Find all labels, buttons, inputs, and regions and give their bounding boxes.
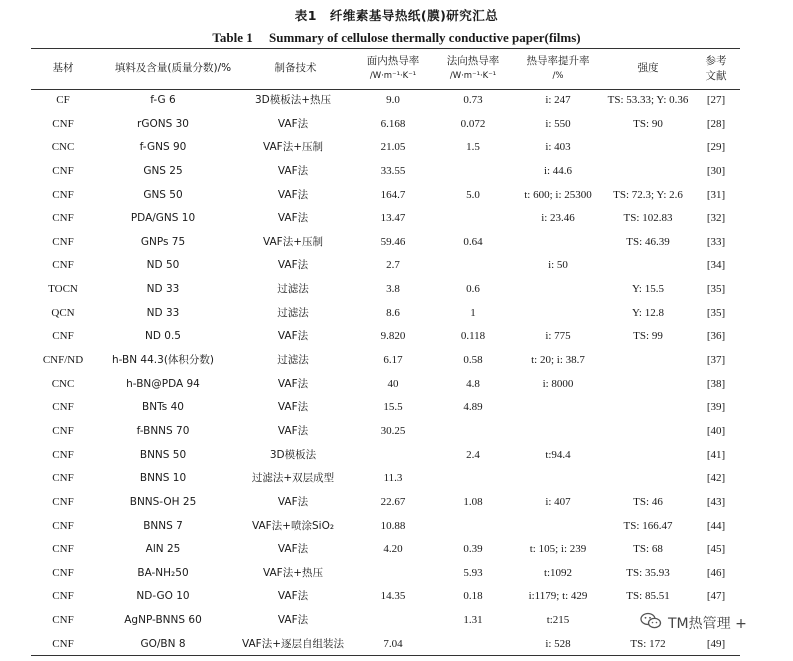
cell-substrate: QCN	[51, 306, 75, 319]
cell-filler: f-BNNS 70	[136, 424, 190, 437]
cell-enhance: t: 20; i: 38.7	[531, 354, 585, 367]
cell-through: 0.18	[463, 590, 483, 603]
cell-enhance	[513, 515, 603, 539]
cell-ref: [29]	[706, 141, 726, 154]
header-throughplane-label: 法向热导率	[446, 54, 500, 67]
cell-filler: BNNS-OH 25	[129, 495, 197, 508]
cell-strength: TS: 172	[630, 637, 666, 650]
cell-substrate: CNF	[52, 259, 74, 272]
cell-inplane	[353, 562, 433, 586]
cell-filler: ND 33	[146, 283, 180, 296]
header-method	[233, 48, 358, 89]
cell-through: 4.89	[463, 401, 483, 414]
table-row	[0, 562, 793, 586]
table-row	[0, 136, 793, 160]
cell-through: 1.5	[466, 141, 480, 154]
header-enhance-unit: /%	[552, 70, 564, 81]
cell-method: VAF法	[277, 614, 309, 627]
header-filler	[93, 48, 253, 89]
header-inplane	[353, 48, 433, 89]
cell-enhance: i: 775	[545, 330, 571, 343]
cell-method: VAF法	[277, 590, 309, 603]
table-body	[0, 89, 793, 656]
cell-strength: TS: 90	[633, 117, 663, 130]
cell-ref: [38]	[706, 377, 726, 390]
cell-through: 0.73	[463, 94, 483, 106]
cell-filler: f-G 6	[150, 94, 176, 106]
table-row	[0, 254, 793, 278]
cell-inplane: 11.3	[383, 472, 403, 485]
cell-substrate: CNF	[52, 519, 74, 532]
header-substrate-label: 基材	[52, 62, 74, 74]
cell-substrate: CNF	[52, 614, 74, 627]
table-row	[0, 444, 793, 468]
header-ref	[693, 48, 739, 89]
cell-strength	[603, 420, 693, 444]
table-caption-en: Table 1 Summary of cellulose thermally conductive paper(films)	[212, 30, 581, 45]
cell-strength: TS: 68	[633, 543, 663, 556]
cell-method: VAF法+压制	[262, 141, 324, 154]
cell-strength: Y: 15.5	[632, 283, 664, 296]
table-row	[0, 396, 793, 420]
cell-through	[433, 160, 513, 184]
header-inplane-label: 面内热导率	[366, 54, 420, 67]
cell-inplane	[353, 444, 433, 468]
cell-ref: [35]	[706, 283, 726, 296]
cell-strength: TS: 53.33; Y: 0.36	[607, 94, 689, 106]
cell-substrate: CNF	[52, 117, 74, 130]
cell-inplane: 4.20	[383, 543, 403, 556]
cell-substrate: CNF/ND	[42, 354, 84, 367]
cell-substrate: CNF	[52, 164, 74, 177]
cell-ref: [28]	[706, 117, 726, 130]
table-row	[0, 184, 793, 208]
table-row	[0, 89, 793, 113]
cell-method: VAF法+逐层自组装法	[241, 637, 345, 650]
table-row	[0, 278, 793, 302]
watermark	[636, 611, 751, 635]
cell-ref: [34]	[706, 259, 726, 272]
cell-enhance: i: 44.6	[543, 164, 573, 177]
cell-inplane	[353, 609, 433, 633]
cell-through	[433, 254, 513, 278]
cell-filler: BA-NH₂50	[137, 566, 189, 579]
watermark-text: TM热管理 +	[668, 616, 747, 632]
cell-enhance: i: 550	[545, 117, 571, 130]
cell-method: VAF法	[277, 188, 309, 201]
cell-filler: AgNP-BNNS 60	[124, 614, 202, 627]
cell-enhance: t:94.4	[545, 448, 571, 461]
cell-method: VAF法	[277, 543, 309, 556]
cell-method: VAF法	[277, 377, 309, 390]
cell-strength: TS: 46.39	[626, 235, 670, 248]
cell-ref: [49]	[706, 637, 726, 650]
cell-strength	[603, 254, 693, 278]
cell-enhance: i: 247	[545, 94, 571, 106]
cell-inplane: 9.820	[380, 330, 406, 343]
cell-ref: [45]	[706, 543, 726, 556]
table-row	[0, 467, 793, 491]
cell-strength	[603, 160, 693, 184]
cell-strength: TS: 99	[633, 330, 663, 343]
cell-ref: [47]	[706, 590, 726, 603]
cell-inplane: 6.17	[383, 354, 403, 367]
cell-through: 0.118	[460, 330, 486, 343]
cell-strength	[603, 136, 693, 160]
cell-through	[433, 420, 513, 444]
cell-through: 1	[470, 306, 476, 319]
cell-enhance: i: 23.46	[541, 212, 575, 225]
cell-filler: BNNS 10	[139, 472, 187, 485]
cell-substrate: CNF	[52, 235, 74, 248]
cell-through: 0.6	[466, 283, 480, 296]
cell-ref: [32]	[706, 212, 726, 225]
cell-inplane: 33.55	[380, 164, 406, 177]
cell-method: 过滤法	[277, 306, 309, 319]
cell-substrate: CNC	[51, 141, 75, 154]
header-filler-label: 填料及含量(质量分数)/%	[114, 62, 232, 74]
cell-filler: ND 50	[146, 259, 180, 272]
cell-inplane: 9.0	[386, 94, 400, 106]
cell-filler: GNS 25	[143, 164, 183, 177]
table-row	[0, 515, 793, 539]
header-throughplane	[433, 48, 513, 89]
cell-substrate: CNF	[52, 448, 74, 461]
header-inplane-unit: /W·m⁻¹·K⁻¹	[369, 70, 417, 81]
cell-through	[433, 207, 513, 231]
cell-inplane: 40	[387, 377, 399, 390]
table-row	[0, 420, 793, 444]
cell-method: VAF法	[277, 117, 309, 130]
cell-enhance: i: 407	[545, 495, 571, 508]
header-enhance-label: 热导率提升率	[526, 54, 590, 67]
cell-ref: [43]	[706, 495, 726, 508]
header-method-label: 制备技术	[274, 62, 317, 74]
cell-strength	[603, 396, 693, 420]
cell-through: 5.0	[466, 188, 480, 201]
table-row	[0, 113, 793, 137]
cell-filler: BNTs 40	[142, 401, 184, 414]
cell-inplane: 13.47	[380, 212, 406, 225]
cell-method: VAF法	[277, 401, 309, 414]
cell-strength: TS: 72.3; Y: 2.6	[613, 188, 683, 201]
cell-through: 0.58	[463, 354, 483, 367]
cell-substrate: CNF	[52, 188, 74, 201]
cell-enhance	[513, 302, 603, 326]
table-row	[0, 160, 793, 184]
cell-enhance: t: 600; i: 25300	[524, 188, 592, 201]
table-row	[0, 325, 793, 349]
cell-ref: [40]	[706, 424, 726, 437]
cell-strength: Y: 12.8	[632, 306, 664, 319]
cell-method: VAF法	[277, 495, 309, 508]
cell-inplane: 22.67	[380, 495, 406, 508]
cell-method: VAF法	[277, 424, 309, 437]
wechat-icon	[640, 612, 662, 634]
cell-strength	[603, 444, 693, 468]
cell-substrate: CNF	[52, 566, 74, 579]
cell-substrate: CNF	[52, 330, 74, 343]
cell-method: 过滤法	[277, 283, 309, 296]
cell-ref: [35]	[706, 306, 726, 319]
cell-enhance: i: 403	[545, 141, 571, 154]
cell-filler: GO/BN 8	[140, 637, 186, 650]
cell-through: 0.39	[463, 543, 483, 556]
cell-filler: h-BN 44.3(体积分数)	[111, 354, 215, 367]
cell-method: 3D模板法	[269, 448, 317, 461]
cell-method: VAF法	[277, 330, 309, 343]
cell-enhance: t:1092	[543, 566, 573, 579]
cell-through: 0.072	[460, 117, 486, 130]
cell-substrate: CNF	[52, 543, 74, 556]
cell-substrate: CNF	[52, 472, 74, 485]
cell-ref: [37]	[706, 354, 726, 367]
table-row	[0, 585, 793, 609]
table-row	[0, 373, 793, 397]
cell-substrate: CF	[56, 94, 70, 106]
cell-through	[433, 633, 513, 657]
cell-enhance	[513, 420, 603, 444]
header-throughplane-unit: /W·m⁻¹·K⁻¹	[449, 70, 497, 81]
cell-filler: f-GNS 90	[139, 141, 187, 154]
cell-method: VAF法+压制	[262, 235, 324, 248]
header-ref-line2: 文献	[705, 69, 727, 82]
cell-enhance: i: 528	[545, 637, 571, 650]
cell-inplane: 14.35	[380, 590, 406, 603]
cell-inplane: 6.168	[380, 117, 406, 130]
header-substrate	[33, 48, 93, 89]
cell-inplane: 59.46	[380, 235, 406, 248]
table-row	[0, 538, 793, 562]
cell-enhance: t:215	[546, 614, 570, 627]
cell-substrate: CNF	[52, 590, 74, 603]
table-row	[0, 302, 793, 326]
cell-filler: ND-GO 10	[136, 590, 190, 603]
cell-enhance: i: 50	[548, 259, 568, 272]
cell-through: 1.08	[463, 495, 483, 508]
cell-substrate: CNF	[52, 424, 74, 437]
cell-substrate: CNF	[52, 401, 74, 414]
cell-through: 4.8	[466, 377, 480, 390]
cell-method: VAF法	[277, 259, 309, 272]
cell-through	[433, 515, 513, 539]
cell-strength	[603, 373, 693, 397]
cell-ref: [41]	[706, 448, 726, 461]
cell-strength: TS: 166.47	[623, 519, 673, 532]
cell-ref: [39]	[706, 401, 726, 414]
cell-strength: TS: 46	[633, 495, 663, 508]
header-strength-label: 强度	[637, 62, 659, 74]
header-enhance	[513, 48, 603, 89]
cell-method: 过滤法	[277, 354, 309, 367]
cell-enhance	[513, 278, 603, 302]
cell-filler: h-BN@PDA 94	[126, 377, 200, 390]
cell-filler: ND 33	[146, 306, 180, 319]
cell-substrate: TOCN	[48, 283, 78, 296]
cell-filler: GNS 50	[143, 188, 183, 201]
cell-method: 3D模板法+热压	[254, 94, 332, 106]
cell-inplane: 30.25	[380, 424, 406, 437]
cell-filler: BNNS 7	[143, 519, 183, 532]
cell-inplane: 3.8	[386, 283, 400, 296]
cell-enhance: i: 8000	[542, 377, 574, 390]
cell-enhance: t: 105; i: 239	[529, 543, 587, 556]
table-row	[0, 207, 793, 231]
cell-substrate: CNF	[52, 637, 74, 650]
cell-inplane: 15.5	[383, 401, 403, 414]
cell-substrate: CNC	[51, 377, 75, 390]
table-row	[0, 349, 793, 373]
cell-strength	[603, 467, 693, 491]
cell-strength: TS: 35.93	[626, 566, 670, 579]
cell-inplane: 21.05	[380, 141, 406, 154]
cell-method: VAF法	[277, 164, 309, 177]
cell-inplane: 7.04	[383, 637, 403, 650]
cell-enhance	[513, 467, 603, 491]
cell-method: VAF法+热压	[262, 566, 324, 579]
header-strength	[603, 48, 693, 89]
cell-ref: [46]	[706, 566, 726, 579]
cell-substrate: CNF	[52, 212, 74, 225]
table-row	[0, 231, 793, 255]
cell-substrate: CNF	[52, 495, 74, 508]
cell-inplane: 2.7	[386, 259, 400, 272]
cell-ref: [27]	[706, 94, 726, 106]
cell-through: 5.93	[463, 566, 483, 579]
cell-ref: [31]	[706, 188, 726, 201]
cell-filler: BNNS 50	[139, 448, 187, 461]
cell-filler: PDA/GNS 10	[130, 212, 196, 225]
table-header	[0, 48, 793, 89]
cell-method: 过滤法+双层成型	[251, 472, 335, 485]
cell-enhance	[513, 231, 603, 255]
header-ref-line1: 参考	[705, 54, 727, 67]
cell-through: 1.31	[463, 614, 483, 627]
cell-through: 0.64	[463, 235, 483, 248]
cell-ref: [42]	[706, 472, 726, 485]
cell-ref: [36]	[706, 330, 726, 343]
cell-method: VAF法	[277, 212, 309, 225]
cell-through	[433, 467, 513, 491]
cell-inplane: 8.6	[386, 306, 400, 319]
cell-strength: TS: 102.83	[623, 212, 673, 225]
cell-filler: rGONS 30	[137, 117, 189, 130]
cell-ref: [44]	[706, 519, 726, 532]
cell-filler: GNPs 75	[140, 235, 186, 248]
cell-ref: [33]	[706, 235, 726, 248]
cell-enhance: i:1179; t: 429	[528, 590, 588, 603]
cell-filler: ND 0.5	[145, 330, 181, 343]
cell-inplane: 10.88	[380, 519, 406, 532]
cell-strength	[603, 349, 693, 373]
cell-enhance	[513, 396, 603, 420]
cell-ref: [30]	[706, 164, 726, 177]
cell-filler: AlN 25	[145, 543, 181, 556]
cell-through: 2.4	[466, 448, 480, 461]
table-row	[0, 633, 793, 657]
table-caption-cn: 表1 纤维素基导热纸(膜)研究汇总	[294, 8, 499, 23]
table-row	[0, 491, 793, 515]
cell-inplane: 164.7	[380, 188, 406, 201]
cell-strength: TS: 85.51	[626, 590, 670, 603]
cell-method: VAF法+喷涂SiO₂	[251, 519, 335, 532]
